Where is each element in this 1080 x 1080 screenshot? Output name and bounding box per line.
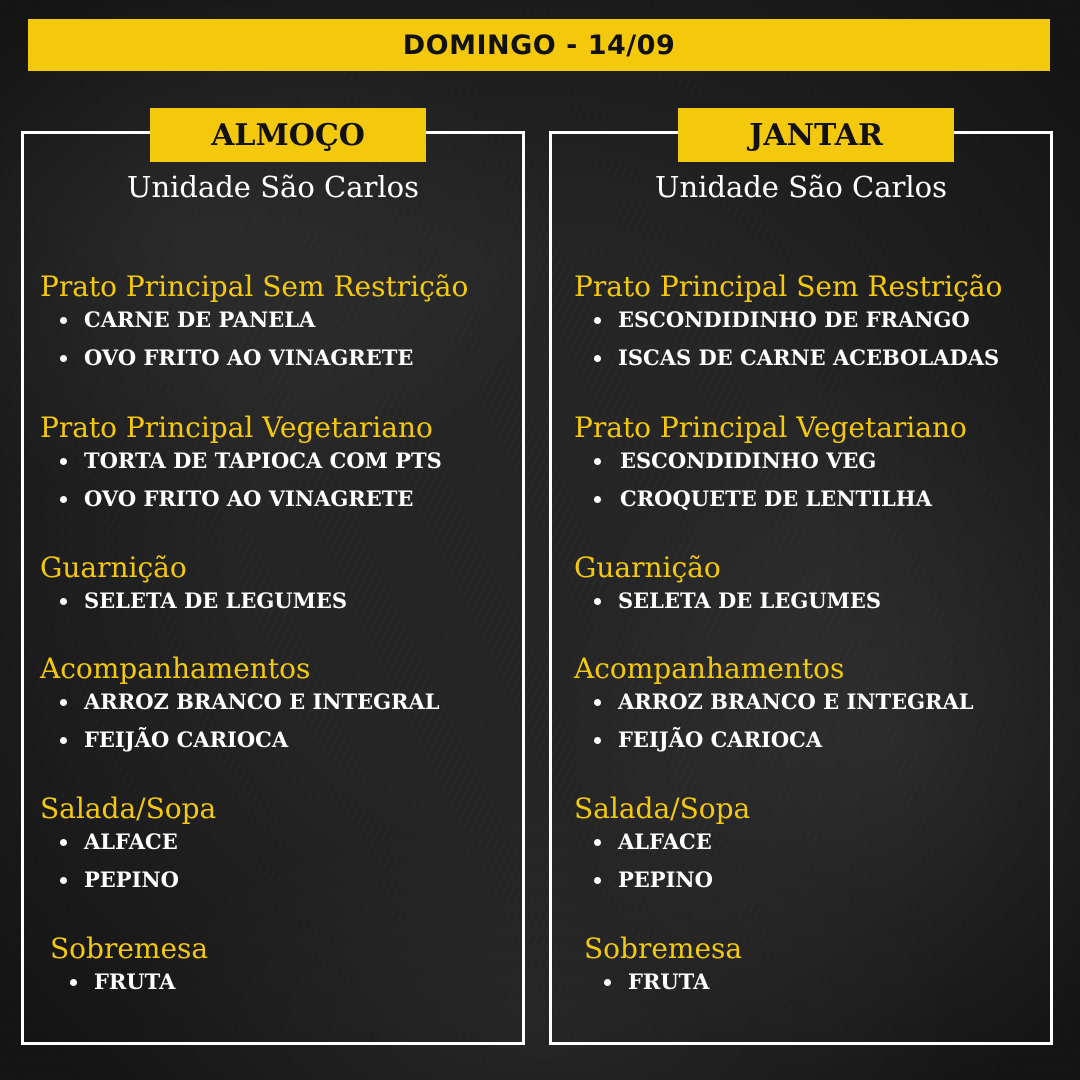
bullet-icon xyxy=(60,317,67,324)
page-title: DOMINGO - 14/09 xyxy=(402,29,676,61)
menu-item: FRUTA xyxy=(50,970,208,994)
dinner-section-dessert xyxy=(584,932,742,994)
bullet-icon xyxy=(594,496,601,503)
lunch-panel xyxy=(21,117,525,1045)
section-heading: Salada/Sopa xyxy=(574,792,751,825)
section-heading: Prato Principal Vegetariano xyxy=(40,411,433,444)
menu-item: CROQUETE DE LENTILHA xyxy=(574,487,967,511)
menu-item: SELETA DE LEGUMES xyxy=(574,589,881,613)
bullet-icon xyxy=(604,979,611,986)
bullet-icon xyxy=(70,979,77,986)
section-heading: Prato Principal Sem Restrição xyxy=(40,270,469,303)
dinner-tab-label: JANTAR xyxy=(749,117,883,153)
bullet-icon xyxy=(60,877,67,884)
dinner-section-vegetarian xyxy=(574,411,967,511)
section-heading: Guarnição xyxy=(40,551,187,584)
lunch-section-salad-soup xyxy=(40,792,216,892)
bullet-icon xyxy=(60,598,67,605)
bullet-icon xyxy=(60,699,67,706)
dinner-unit-name: Unidade São Carlos xyxy=(655,170,947,204)
menu-item: ARROZ BRANCO E INTEGRAL xyxy=(574,690,974,714)
bullet-icon xyxy=(60,737,67,744)
bullet-icon xyxy=(60,496,67,503)
menu-item: ARROZ BRANCO E INTEGRAL xyxy=(40,690,440,714)
lunch-section-vegetarian xyxy=(40,411,442,511)
dinner-panel xyxy=(549,117,1053,1045)
bullet-icon xyxy=(594,598,601,605)
dinner-tab xyxy=(678,108,954,162)
bullet-icon xyxy=(594,699,601,706)
section-heading: Sobremesa xyxy=(50,932,209,965)
dinner-section-side-dish xyxy=(574,551,881,613)
bullet-icon xyxy=(594,355,601,362)
section-heading: Prato Principal Vegetariano xyxy=(574,411,967,444)
lunch-tab xyxy=(150,108,426,162)
section-heading: Sobremesa xyxy=(584,932,743,965)
menu-item: ESCONDIDINHO DE FRANGO xyxy=(574,308,1002,332)
bullet-icon xyxy=(594,317,601,324)
menu-item: CARNE DE PANELA xyxy=(40,308,468,332)
menu-item: ALFACE xyxy=(40,830,216,854)
bullet-icon xyxy=(594,737,601,744)
menu-item: ALFACE xyxy=(574,830,750,854)
bullet-icon xyxy=(60,839,67,846)
menu-item: SELETA DE LEGUMES xyxy=(40,589,347,613)
section-heading: Guarnição xyxy=(574,551,721,584)
lunch-unit-name: Unidade São Carlos xyxy=(127,170,419,204)
menu-item: PEPINO xyxy=(40,868,216,892)
bullet-icon xyxy=(594,458,601,465)
menu-item: PEPINO xyxy=(574,868,750,892)
lunch-tab-label: ALMOÇO xyxy=(211,117,365,153)
menu-item: FRUTA xyxy=(584,970,742,994)
lunch-section-main-dish xyxy=(40,270,468,370)
lunch-section-accompaniments xyxy=(40,652,440,752)
section-heading: Acompanhamentos xyxy=(574,652,845,685)
menu-item: ISCAS DE CARNE ACEBOLADAS xyxy=(574,346,1002,370)
lunch-section-dessert xyxy=(50,932,208,994)
menu-item: TORTA DE TAPIOCA COM PTS xyxy=(40,449,442,473)
menu-item: FEIJÃO CARIOCA xyxy=(574,728,974,752)
menu-item: OVO FRITO AO VINAGRETE xyxy=(40,487,442,511)
bullet-icon xyxy=(60,355,67,362)
dinner-section-accompaniments xyxy=(574,652,974,752)
menu-item: ESCONDIDINHO VEG xyxy=(574,449,967,473)
title-banner xyxy=(28,19,1050,71)
menu-item: FEIJÃO CARIOCA xyxy=(40,728,440,752)
lunch-section-side-dish xyxy=(40,551,347,613)
dinner-section-salad-soup xyxy=(574,792,750,892)
dinner-section-main-dish xyxy=(574,270,1002,370)
bullet-icon xyxy=(60,458,67,465)
bullet-icon xyxy=(594,877,601,884)
section-heading: Prato Principal Sem Restrição xyxy=(574,270,1003,303)
menu-item: OVO FRITO AO VINAGRETE xyxy=(40,346,468,370)
bullet-icon xyxy=(594,839,601,846)
section-heading: Salada/Sopa xyxy=(40,792,217,825)
section-heading: Acompanhamentos xyxy=(40,652,311,685)
